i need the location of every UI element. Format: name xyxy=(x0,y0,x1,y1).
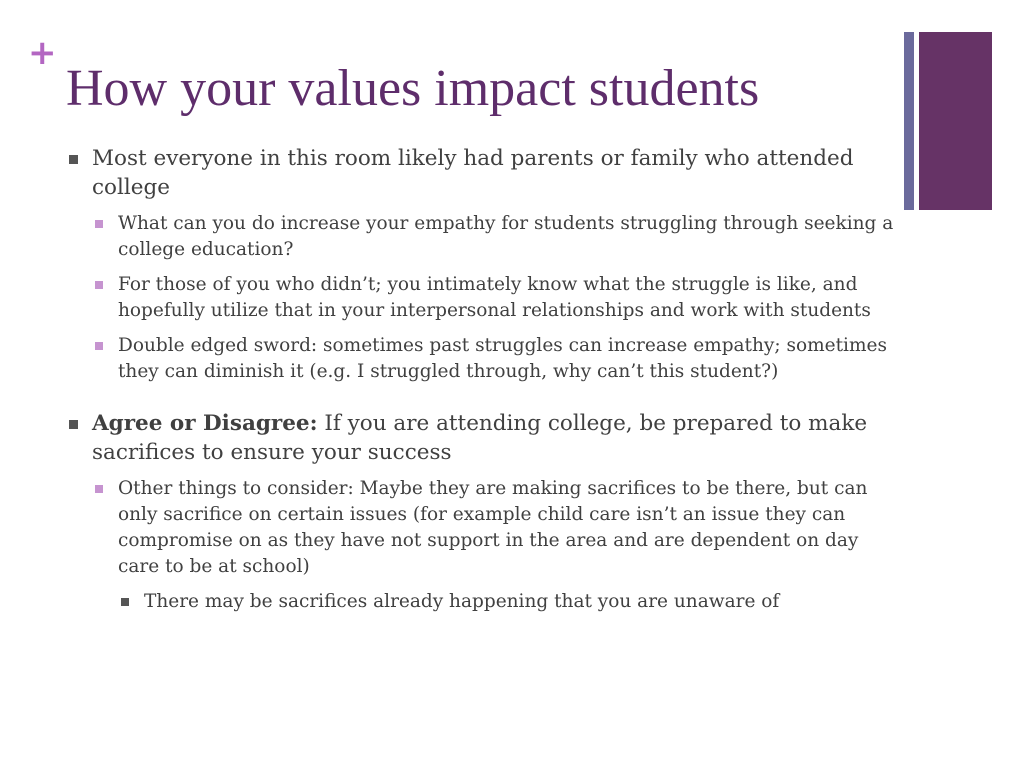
bullet-text: If you are attending college, be prepared to make sacrifices to ensure your success xyxy=(92,411,868,465)
square-bullet-icon xyxy=(69,155,78,164)
square-bullet-icon xyxy=(95,220,103,228)
bullet-item xyxy=(66,409,896,615)
sub-bullet-text: Other things to consider: Maybe they are making sacrifices to be there, but can only sacrifice on certain issues (for example child care isn’t an issue they can compromise on as they have not support in the area and are dependent on day care to be at school) xyxy=(118,478,868,577)
sub-bullet-list xyxy=(92,211,896,385)
bullet-text: Most everyone in this room likely had parents or family who attended college xyxy=(92,146,854,200)
square-bullet-icon xyxy=(95,342,103,350)
bullet-item xyxy=(66,144,896,385)
sub-bullet-text: Double edged sword: sometimes past struggles can increase empathy; sometimes they can diminish it (e.g. I struggled through, why can’t this student?) xyxy=(118,335,887,382)
sub-bullet-text: For those of you who didn’t; you intimately know what the struggle is like, and hopefully utilize that in your interpersonal relationships and work with students xyxy=(118,274,871,321)
sub-sub-bullet-item xyxy=(118,589,896,615)
sub-bullet-item xyxy=(92,476,896,615)
square-bullet-icon xyxy=(95,281,103,289)
accent-bar-thick xyxy=(919,32,992,210)
sub-bullet-item xyxy=(92,272,896,324)
sub-sub-bullet-text: There may be sacrifices already happening that you are unaware of xyxy=(144,591,780,612)
sub-bullet-list xyxy=(92,476,896,615)
sub-bullet-item xyxy=(92,211,896,263)
sub-sub-bullet-list xyxy=(118,589,896,615)
square-bullet-icon xyxy=(95,485,103,493)
sub-bullet-text: What can you do increase your empathy for students struggling through seeking a college education? xyxy=(118,213,894,260)
square-bullet-icon xyxy=(69,420,78,429)
bullet-bold-lead: Agree or Disagree: xyxy=(92,411,318,436)
plus-icon: + xyxy=(28,33,57,73)
square-bullet-icon xyxy=(121,598,129,606)
bullet-list xyxy=(66,144,896,615)
accent-bar-thin xyxy=(904,32,914,210)
sub-bullet-item xyxy=(92,333,896,385)
slide-content xyxy=(66,144,896,624)
slide-title: How your values impact students xyxy=(66,60,760,117)
